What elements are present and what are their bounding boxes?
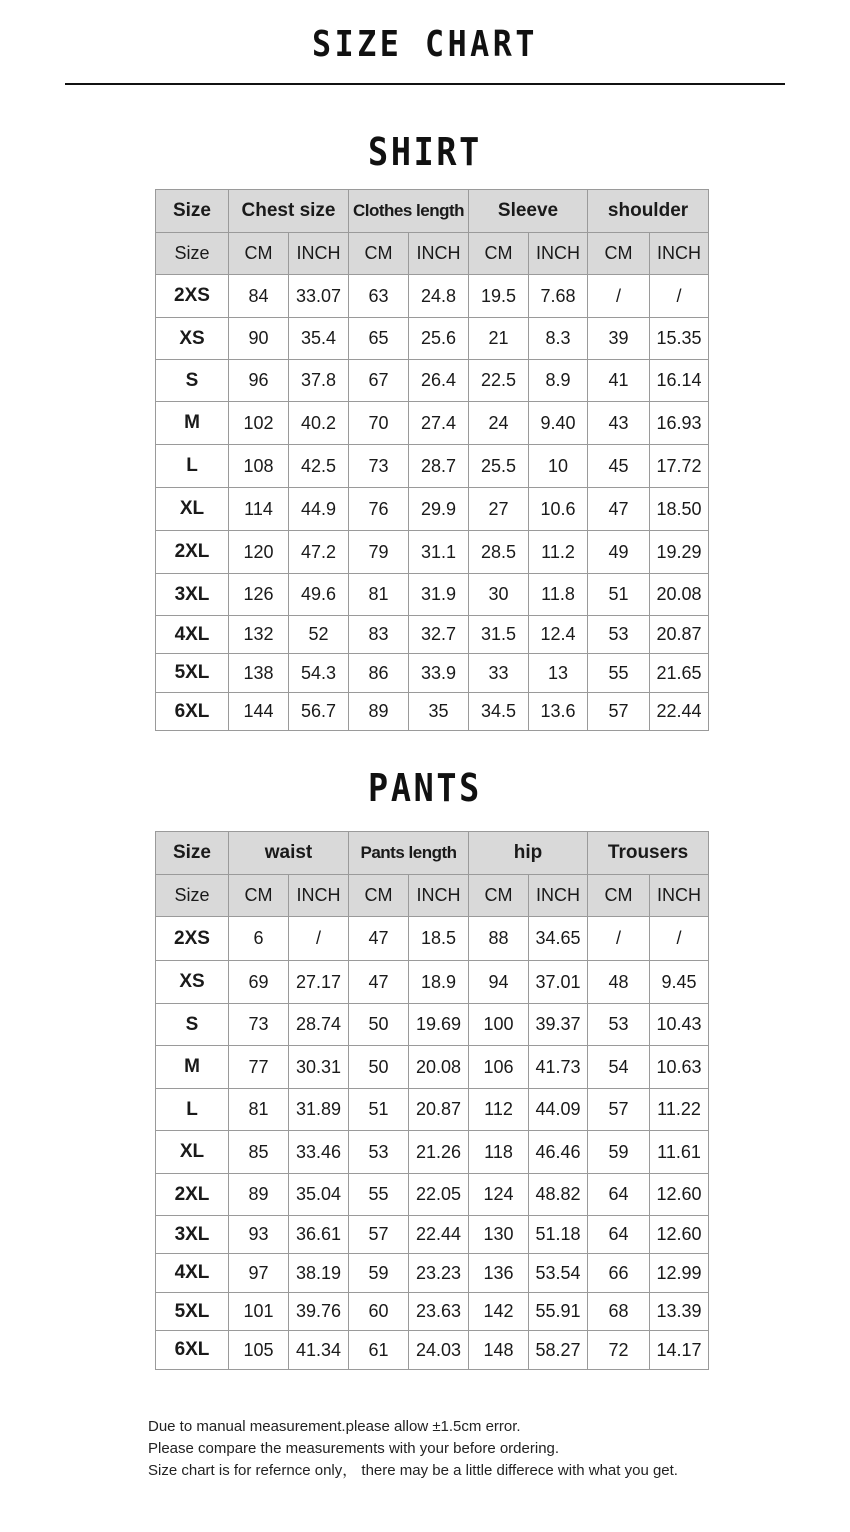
size-label-cell: 6XL <box>156 1331 229 1370</box>
unit-header-cell: INCH <box>289 233 349 275</box>
unit-header-cell: Size <box>156 233 229 275</box>
measurement-cell: 61 <box>349 1331 409 1370</box>
size-label-cell: M <box>156 402 229 445</box>
measurement-cell: 34.65 <box>529 917 588 961</box>
measurement-cell: 48 <box>588 961 650 1004</box>
measurement-cell: 136 <box>469 1254 529 1293</box>
table-row <box>156 1046 709 1089</box>
unit-header-cell: Size <box>156 875 229 917</box>
measurement-cell: 124 <box>469 1174 529 1216</box>
measurement-cell: 31.9 <box>409 574 469 616</box>
measurement-cell: 23.23 <box>409 1254 469 1293</box>
measurement-cell: 31.89 <box>289 1089 349 1131</box>
measurement-cell: 22.05 <box>409 1174 469 1216</box>
measurement-cell: 12.60 <box>650 1216 709 1254</box>
measurement-cell: 13.6 <box>529 693 588 731</box>
measurement-cell: 76 <box>349 488 409 531</box>
group-header-cell: Clothes length <box>349 190 469 233</box>
measurement-cell: / <box>650 917 709 961</box>
measurement-cell: 68 <box>588 1293 650 1331</box>
measurement-cell: 67 <box>349 360 409 402</box>
measurement-cell: 64 <box>588 1216 650 1254</box>
measurement-cell: 54 <box>588 1046 650 1089</box>
measurement-cell: 81 <box>349 574 409 616</box>
measurement-cell: 55 <box>349 1174 409 1216</box>
measurement-cell: 43 <box>588 402 650 445</box>
measurement-cell: 39.76 <box>289 1293 349 1331</box>
measurement-cell: 21 <box>469 318 529 360</box>
size-label-cell: XS <box>156 318 229 360</box>
table-row <box>156 574 709 616</box>
measurement-cell: 16.93 <box>650 402 709 445</box>
table-row <box>156 275 709 318</box>
measurement-cell: 63 <box>349 275 409 318</box>
size-label-cell: 4XL <box>156 1254 229 1293</box>
measurement-cell: 18.9 <box>409 961 469 1004</box>
measurement-cell: 51 <box>349 1089 409 1131</box>
measurement-cell: 53.54 <box>529 1254 588 1293</box>
measurement-cell: 25.5 <box>469 445 529 488</box>
measurement-cell: 47 <box>349 961 409 1004</box>
measurement-cell: 21.65 <box>650 654 709 693</box>
size-label-cell: XL <box>156 488 229 531</box>
table-row <box>156 531 709 574</box>
measurement-cell: 31.5 <box>469 616 529 654</box>
measurement-cell: 105 <box>229 1331 289 1370</box>
measurement-cell: 57 <box>588 1089 650 1131</box>
measurement-cell: 40.2 <box>289 402 349 445</box>
measurement-cell: 45 <box>588 445 650 488</box>
size-label-cell: M <box>156 1046 229 1089</box>
group-header-cell: waist <box>229 832 349 875</box>
table-row <box>156 1293 709 1331</box>
measurement-cell: 30 <box>469 574 529 616</box>
size-label-cell: 3XL <box>156 1216 229 1254</box>
measurement-cell: 11.8 <box>529 574 588 616</box>
measurement-cell: 130 <box>469 1216 529 1254</box>
measurement-cell: 16.14 <box>650 360 709 402</box>
measurement-cell: 20.08 <box>650 574 709 616</box>
measurement-cell: 13 <box>529 654 588 693</box>
measurement-cell: 19.5 <box>469 275 529 318</box>
unit-header-cell: INCH <box>650 875 709 917</box>
measurement-cell: 50 <box>349 1004 409 1046</box>
size-label-cell: XS <box>156 961 229 1004</box>
size-label-cell: 4XL <box>156 616 229 654</box>
measurement-cell: / <box>650 275 709 318</box>
measurement-cell: 53 <box>588 616 650 654</box>
measurement-cell: 32.7 <box>409 616 469 654</box>
measurement-cell: 72 <box>588 1331 650 1370</box>
measurement-cell: 18.5 <box>409 917 469 961</box>
table-row <box>156 1131 709 1174</box>
measurement-cell: 41 <box>588 360 650 402</box>
measurement-cell: 114 <box>229 488 289 531</box>
measurement-cell: 39 <box>588 318 650 360</box>
measurement-cell: 11.61 <box>650 1131 709 1174</box>
measurement-cell: 120 <box>229 531 289 574</box>
measurement-cell: 37.8 <box>289 360 349 402</box>
measurement-cell: 108 <box>229 445 289 488</box>
measurement-cell: 53 <box>349 1131 409 1174</box>
title-divider <box>65 83 785 85</box>
unit-header-cell: CM <box>588 233 650 275</box>
group-header-cell: Pants length <box>349 832 469 875</box>
measurement-cell: 37.01 <box>529 961 588 1004</box>
measurement-cell: 89 <box>229 1174 289 1216</box>
group-header-cell: Trousers <box>588 832 709 875</box>
measurement-cell: 126 <box>229 574 289 616</box>
size-label-cell: S <box>156 1004 229 1046</box>
group-header-cell: Size <box>156 832 229 875</box>
measurement-cell: 33 <box>469 654 529 693</box>
measurement-cell: 38.19 <box>289 1254 349 1293</box>
pants-group-header-row <box>156 832 709 875</box>
measurement-cell: 12.4 <box>529 616 588 654</box>
pants-unit-header-row <box>156 875 709 917</box>
unit-header-cell: CM <box>229 233 289 275</box>
table-row <box>156 445 709 488</box>
measurement-cell: 58.27 <box>529 1331 588 1370</box>
measurement-cell: 26.4 <box>409 360 469 402</box>
size-label-cell: 5XL <box>156 654 229 693</box>
table-row <box>156 1331 709 1370</box>
measurement-cell: 27.4 <box>409 402 469 445</box>
table-row <box>156 488 709 531</box>
size-label-cell: 5XL <box>156 1293 229 1331</box>
measurement-cell: 88 <box>469 917 529 961</box>
measurement-cell: 47 <box>588 488 650 531</box>
unit-header-cell: CM <box>349 875 409 917</box>
measurement-cell: 50 <box>349 1046 409 1089</box>
measurement-cell: 81 <box>229 1089 289 1131</box>
measurement-cell: 46.46 <box>529 1131 588 1174</box>
shirt-unit-header-row <box>156 233 709 275</box>
measurement-notes <box>148 1416 678 1482</box>
measurement-cell: 52 <box>289 616 349 654</box>
measurement-cell: 83 <box>349 616 409 654</box>
group-header-cell: Sleeve <box>469 190 588 233</box>
measurement-cell: 24 <box>469 402 529 445</box>
measurement-cell: 35.04 <box>289 1174 349 1216</box>
table-row <box>156 1089 709 1131</box>
measurement-cell: 10.6 <box>529 488 588 531</box>
measurement-cell: 44.09 <box>529 1089 588 1131</box>
size-label-cell: 2XL <box>156 1174 229 1216</box>
pants-section-title: PANTS <box>368 766 482 810</box>
measurement-cell: 69 <box>229 961 289 1004</box>
measurement-cell: 31.1 <box>409 531 469 574</box>
measurement-cell: 86 <box>349 654 409 693</box>
measurement-cell: 33.07 <box>289 275 349 318</box>
measurement-cell: 112 <box>469 1089 529 1131</box>
table-row <box>156 917 709 961</box>
group-header-cell: Chest size <box>229 190 349 233</box>
measurement-cell: 132 <box>229 616 289 654</box>
measurement-cell: 60 <box>349 1293 409 1331</box>
measurement-cell: 29.9 <box>409 488 469 531</box>
size-label-cell: 2XL <box>156 531 229 574</box>
table-row <box>156 360 709 402</box>
size-label-cell: L <box>156 445 229 488</box>
measurement-cell: 138 <box>229 654 289 693</box>
table-row <box>156 961 709 1004</box>
measurement-cell: 9.45 <box>650 961 709 1004</box>
measurement-cell: 65 <box>349 318 409 360</box>
group-header-cell: hip <box>469 832 588 875</box>
table-row <box>156 693 709 731</box>
size-label-cell: 6XL <box>156 693 229 731</box>
pants-size-table <box>155 831 709 1370</box>
measurement-cell: 59 <box>588 1131 650 1174</box>
measurement-cell: 14.17 <box>650 1331 709 1370</box>
size-label-cell: 3XL <box>156 574 229 616</box>
measurement-cell: 59 <box>349 1254 409 1293</box>
measurement-cell: 33.9 <box>409 654 469 693</box>
measurement-cell: 48.82 <box>529 1174 588 1216</box>
measurement-cell: 102 <box>229 402 289 445</box>
measurement-cell: 20.87 <box>650 616 709 654</box>
measurement-cell: 17.72 <box>650 445 709 488</box>
measurement-cell: 25.6 <box>409 318 469 360</box>
measurement-cell: 24.03 <box>409 1331 469 1370</box>
measurement-cell: 51.18 <box>529 1216 588 1254</box>
measurement-cell: 56.7 <box>289 693 349 731</box>
measurement-cell: 93 <box>229 1216 289 1254</box>
measurement-cell: 47.2 <box>289 531 349 574</box>
measurement-cell: 77 <box>229 1046 289 1089</box>
measurement-cell: 20.87 <box>409 1089 469 1131</box>
size-label-cell: 2XS <box>156 917 229 961</box>
measurement-cell: 85 <box>229 1131 289 1174</box>
measurement-cell: 22.44 <box>650 693 709 731</box>
measurement-cell: 33.46 <box>289 1131 349 1174</box>
measurement-cell: 24.8 <box>409 275 469 318</box>
table-row <box>156 1254 709 1293</box>
size-label-cell: 2XS <box>156 275 229 318</box>
measurement-cell: 9.40 <box>529 402 588 445</box>
measurement-cell: 47 <box>349 917 409 961</box>
measurement-cell: 89 <box>349 693 409 731</box>
measurement-cell: 73 <box>349 445 409 488</box>
measurement-cell: 55 <box>588 654 650 693</box>
table-row <box>156 318 709 360</box>
measurement-cell: 19.29 <box>650 531 709 574</box>
measurement-cell: 57 <box>588 693 650 731</box>
table-row <box>156 1174 709 1216</box>
measurement-cell: 6 <box>229 917 289 961</box>
unit-header-cell: INCH <box>409 233 469 275</box>
measurement-cell: 19.69 <box>409 1004 469 1046</box>
unit-header-cell: CM <box>469 875 529 917</box>
measurement-cell: 27.17 <box>289 961 349 1004</box>
measurement-cell: 12.99 <box>650 1254 709 1293</box>
measurement-cell: 28.7 <box>409 445 469 488</box>
measurement-cell: 10 <box>529 445 588 488</box>
measurement-cell: 144 <box>229 693 289 731</box>
unit-header-cell: CM <box>229 875 289 917</box>
measurement-cell: 41.73 <box>529 1046 588 1089</box>
measurement-cell: 101 <box>229 1293 289 1331</box>
size-label-cell: L <box>156 1089 229 1131</box>
measurement-cell: 100 <box>469 1004 529 1046</box>
measurement-cell: 49.6 <box>289 574 349 616</box>
measurement-cell: 10.63 <box>650 1046 709 1089</box>
table-row <box>156 402 709 445</box>
measurement-cell: 70 <box>349 402 409 445</box>
measurement-cell: 51 <box>588 574 650 616</box>
measurement-cell: 35.4 <box>289 318 349 360</box>
shirt-size-table <box>155 189 709 731</box>
table-row <box>156 1004 709 1046</box>
measurement-cell: 118 <box>469 1131 529 1174</box>
measurement-cell: 30.31 <box>289 1046 349 1089</box>
measurement-cell: 36.61 <box>289 1216 349 1254</box>
measurement-cell: 28.74 <box>289 1004 349 1046</box>
measurement-cell: 57 <box>349 1216 409 1254</box>
measurement-cell: 22.44 <box>409 1216 469 1254</box>
measurement-cell: 27 <box>469 488 529 531</box>
unit-header-cell: CM <box>588 875 650 917</box>
measurement-cell: 97 <box>229 1254 289 1293</box>
measurement-cell: 44.9 <box>289 488 349 531</box>
group-header-cell: shoulder <box>588 190 709 233</box>
measurement-cell: / <box>588 917 650 961</box>
measurement-cell: 94 <box>469 961 529 1004</box>
measurement-cell: 22.5 <box>469 360 529 402</box>
measurement-cell: / <box>289 917 349 961</box>
measurement-cell: 28.5 <box>469 531 529 574</box>
unit-header-cell: INCH <box>529 233 588 275</box>
note-line: Please compare the measurements with your before ordering. <box>148 1440 560 1457</box>
measurement-cell: 66 <box>588 1254 650 1293</box>
measurement-cell: 73 <box>229 1004 289 1046</box>
unit-header-cell: CM <box>349 233 409 275</box>
unit-header-cell: CM <box>469 233 529 275</box>
measurement-cell: 21.26 <box>409 1131 469 1174</box>
measurement-cell: 34.5 <box>469 693 529 731</box>
note-line: Due to manual measurement.please allow ±1.5cm error. <box>148 1418 521 1435</box>
measurement-cell: 96 <box>229 360 289 402</box>
table-row <box>156 654 709 693</box>
measurement-cell: 142 <box>469 1293 529 1331</box>
table-row <box>156 1216 709 1254</box>
measurement-cell: 15.35 <box>650 318 709 360</box>
size-label-cell: S <box>156 360 229 402</box>
measurement-cell: 8.9 <box>529 360 588 402</box>
measurement-cell: 23.63 <box>409 1293 469 1331</box>
measurement-cell: 7.68 <box>529 275 588 318</box>
measurement-cell: 18.50 <box>650 488 709 531</box>
measurement-cell: 12.60 <box>650 1174 709 1216</box>
measurement-cell: 106 <box>469 1046 529 1089</box>
group-header-cell: Size <box>156 190 229 233</box>
table-row <box>156 616 709 654</box>
size-label-cell: XL <box>156 1131 229 1174</box>
measurement-cell: 90 <box>229 318 289 360</box>
measurement-cell: 42.5 <box>289 445 349 488</box>
measurement-cell: 35 <box>409 693 469 731</box>
measurement-cell: 13.39 <box>650 1293 709 1331</box>
unit-header-cell: INCH <box>409 875 469 917</box>
measurement-cell: 64 <box>588 1174 650 1216</box>
shirt-section-title: SHIRT <box>368 130 482 174</box>
measurement-cell: 11.22 <box>650 1089 709 1131</box>
measurement-cell: 148 <box>469 1331 529 1370</box>
measurement-cell: 39.37 <box>529 1004 588 1046</box>
page-title: SIZE CHART <box>312 24 538 65</box>
measurement-cell: 53 <box>588 1004 650 1046</box>
measurement-cell: 20.08 <box>409 1046 469 1089</box>
measurement-cell: 54.3 <box>289 654 349 693</box>
measurement-cell: 55.91 <box>529 1293 588 1331</box>
shirt-group-header-row <box>156 190 709 233</box>
measurement-cell: 11.2 <box>529 531 588 574</box>
measurement-cell: 49 <box>588 531 650 574</box>
measurement-cell: 10.43 <box>650 1004 709 1046</box>
unit-header-cell: INCH <box>529 875 588 917</box>
measurement-cell: 79 <box>349 531 409 574</box>
note-line: Size chart is for refernce only， there may be a little differece with what you get. <box>148 1462 678 1479</box>
unit-header-cell: INCH <box>289 875 349 917</box>
measurement-cell: 8.3 <box>529 318 588 360</box>
measurement-cell: / <box>588 275 650 318</box>
measurement-cell: 84 <box>229 275 289 318</box>
measurement-cell: 41.34 <box>289 1331 349 1370</box>
unit-header-cell: INCH <box>650 233 709 275</box>
